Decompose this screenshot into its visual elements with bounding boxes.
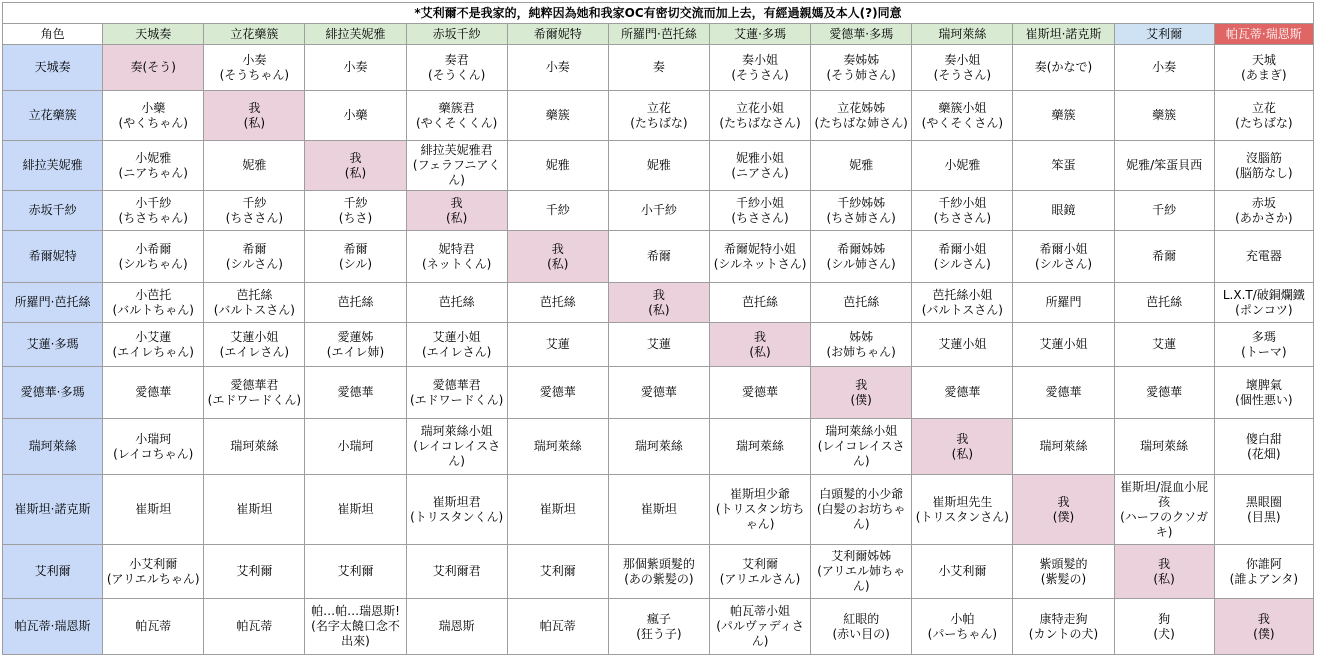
table-cell: 艾蓮 (507, 323, 608, 367)
table-cell: 妮雅 (608, 141, 709, 191)
table-cell: 小奏 (そうちゃん) (204, 45, 305, 91)
table-cell: 我 (私) (305, 141, 406, 191)
table-cell: 小藥 (305, 91, 406, 141)
table-cell: 我 (私) (507, 231, 608, 283)
table-cell: 愛蓮姊 (エイレ姉) (305, 323, 406, 367)
row-header: 所羅門·芭托絲 (3, 283, 103, 323)
table-cell: 芭托絲 (1114, 283, 1214, 323)
table-cell: 我 (私) (1114, 545, 1214, 599)
table-cell: 小千紗 (608, 191, 709, 231)
table-cell: 崔斯坦 (507, 475, 608, 545)
table-cell: 妮雅 (811, 141, 912, 191)
table-cell: 芭托絲小姐 (バルトスさん) (912, 283, 1013, 323)
table-cell: 艾利爾姊姊 (アリエル姉ちゃん) (811, 545, 912, 599)
column-header: 愛德華·多瑪 (811, 24, 912, 45)
table-cell: 小千紗 (ちさちゃん) (103, 191, 204, 231)
table-cell: 我 (私) (608, 283, 709, 323)
table-cell: 我 (僕) (811, 367, 912, 419)
table-cell: 小芭托 (バルトちゃん) (103, 283, 204, 323)
table-cell: 希爾姊姊 (シル姉さん) (811, 231, 912, 283)
table-cell: 芭托絲 (507, 283, 608, 323)
table-cell: 紅眼的 (赤い目の) (811, 599, 912, 655)
table-row (3, 475, 1314, 545)
table-cell: 芭托絲 (709, 283, 810, 323)
table-cell: 我 (僕) (1214, 599, 1313, 655)
table-cell: 天城 (あまぎ) (1214, 45, 1313, 91)
table-cell: 瑞恩斯 (406, 599, 507, 655)
table-row (3, 231, 1314, 283)
table-cell: 瑞珂萊絲 (1013, 419, 1114, 475)
table-row (3, 367, 1314, 419)
column-header: 天城奏 (103, 24, 204, 45)
column-header: 緋拉芙妮雅 (305, 24, 406, 45)
header-row (3, 24, 1314, 45)
table-cell: 白頭髮的小少爺 (白髪のお坊ちゃん) (811, 475, 912, 545)
column-header: 帕瓦蒂·瑞恩斯 (1214, 24, 1313, 45)
table-cell: 奏君 (そうくん) (406, 45, 507, 91)
table-cell: 艾利爾君 (406, 545, 507, 599)
table-cell: 崔斯坦 (608, 475, 709, 545)
column-header: 艾利爾 (1114, 24, 1214, 45)
table-cell: 那個紫頭髮的 (あの紫髪の) (608, 545, 709, 599)
table-cell: 姊姊 (お姉ちゃん) (811, 323, 912, 367)
table-cell: 奏小姐 (そうさん) (709, 45, 810, 91)
table-cell: 立花 (たちばな) (608, 91, 709, 141)
table-cell: 千紗 (507, 191, 608, 231)
table-cell: 艾蓮小姐 (エイレさん) (204, 323, 305, 367)
table-cell: 艾蓮 (608, 323, 709, 367)
table-cell: 瑞珂萊絲 (1114, 419, 1214, 475)
nickname-table (2, 2, 1314, 655)
table-cell: 千紗 (1114, 191, 1214, 231)
table-cell: 瑞珂萊絲 (507, 419, 608, 475)
table-cell: 小艾利爾 (アリエルちゃん) (103, 545, 204, 599)
table-row (3, 45, 1314, 91)
table-cell: 瑞珂萊絲 (204, 419, 305, 475)
row-header: 天城奏 (3, 45, 103, 91)
table-cell: 瑞珂萊絲 (608, 419, 709, 475)
table-cell: 愛德華 (608, 367, 709, 419)
table-cell: 奏(そう) (103, 45, 204, 91)
table-cell: 妮雅/笨蛋貝西 (1114, 141, 1214, 191)
table-cell: 艾蓮小姐 (1013, 323, 1114, 367)
column-header: 赤坂千紗 (406, 24, 507, 45)
table-cell: 藥簇 (1013, 91, 1114, 141)
table-cell: 充電器 (1214, 231, 1313, 283)
table-cell: 芭托絲 (305, 283, 406, 323)
table-cell: 崔斯坦 (103, 475, 204, 545)
table-cell: 小奏 (305, 45, 406, 91)
table-row (3, 545, 1314, 599)
table-cell: 黑眼圈 (目黒) (1214, 475, 1313, 545)
table-cell: 艾蓮小姐 (エイレさん) (406, 323, 507, 367)
table-cell: 你誰阿 (誰よアンタ) (1214, 545, 1313, 599)
table-cell: 帕瓦蒂 (204, 599, 305, 655)
table-cell: 小奏 (507, 45, 608, 91)
table-cell: 帕…帕…瑞恩斯! (名字太饒口念不出來) (305, 599, 406, 655)
table-row (3, 323, 1314, 367)
table-cell: 小妮雅 (ニアちゃん) (103, 141, 204, 191)
table-cell: 我 (私) (406, 191, 507, 231)
table-cell: 奏小姐 (そうさん) (912, 45, 1013, 91)
table-cell: 芭托絲 (406, 283, 507, 323)
title-row (3, 3, 1314, 24)
column-header: 所羅門·芭托絲 (608, 24, 709, 45)
table-row (3, 141, 1314, 191)
table-cell: 奏(かなで) (1013, 45, 1114, 91)
table-cell: 小希爾 (シルちゃん) (103, 231, 204, 283)
table-row (3, 419, 1314, 475)
table-cell: 瑞珂萊絲小姐 (レイコレイスさん) (406, 419, 507, 475)
table-cell: 艾蓮 (1114, 323, 1214, 367)
column-header: 艾蓮·多瑪 (709, 24, 810, 45)
row-header: 瑞珂萊絲 (3, 419, 103, 475)
table-cell: 小藥 (やくちゃん) (103, 91, 204, 141)
table-cell: 傻白甜 (花畑) (1214, 419, 1313, 475)
table-cell: 千紗小姐 (ちささん) (912, 191, 1013, 231)
row-header: 崔斯坦·諾克斯 (3, 475, 103, 545)
table-cell: 愛德華 (1114, 367, 1214, 419)
table-cell: 瑞珂萊絲小姐 (レイコレイスさん) (811, 419, 912, 475)
column-header: 瑞珂萊絲 (912, 24, 1013, 45)
table-cell: 帕瓦蒂小姐 (パルヴァディさん) (709, 599, 810, 655)
table-cell: 千紗 (ちささん) (204, 191, 305, 231)
table-cell: 愛德華 (709, 367, 810, 419)
table-cell: L.X.T/破銅爛鐵 (ポンコツ) (1214, 283, 1313, 323)
table-cell: 康特走狗 (カントの犬) (1013, 599, 1114, 655)
table-cell: 妮雅小姐 (ニアさん) (709, 141, 810, 191)
table-cell: 崔斯坦 (204, 475, 305, 545)
table-cell: 奏姊姊 (そう姉さん) (811, 45, 912, 91)
table-row (3, 191, 1314, 231)
table-cell: 崔斯坦少爺 (トリスタン坊ちゃん) (709, 475, 810, 545)
table-cell: 小瑞珂 (レイコちゃん) (103, 419, 204, 475)
table-cell: 藥簇 (1114, 91, 1214, 141)
table-cell: 帕瓦蒂 (507, 599, 608, 655)
table-cell: 希爾 (1114, 231, 1214, 283)
row-header: 帕瓦蒂·瑞恩斯 (3, 599, 103, 655)
table-cell: 小帕 (パーちゃん) (912, 599, 1013, 655)
table-cell: 我 (私) (912, 419, 1013, 475)
table-title: *艾利爾不是我家的，純粹因為她和我家OC有密切交流而加上去，有經過親媽及本人(?)同意 (3, 3, 1314, 24)
table-body (3, 3, 1314, 655)
table-cell: 千紗 (ちさ) (305, 191, 406, 231)
table-cell: 小艾蓮 (エイレちゃん) (103, 323, 204, 367)
table-cell: 希爾 (シル) (305, 231, 406, 283)
table-cell: 笨蛋 (1013, 141, 1114, 191)
table-cell: 緋拉芙妮雅君 (フェラフニアくん) (406, 141, 507, 191)
table-cell: 芭托絲 (811, 283, 912, 323)
table-row (3, 91, 1314, 141)
table-cell: 藥簇小姐 (やくそくさん) (912, 91, 1013, 141)
table-cell: 愛德華君 (エドワードくん) (204, 367, 305, 419)
table-cell: 崔斯坦君 (トリスタンくん) (406, 475, 507, 545)
row-header: 立花藥簇 (3, 91, 103, 141)
table-cell: 立花小姐 (たちばなさん) (709, 91, 810, 141)
table-cell: 我 (私) (709, 323, 810, 367)
table-cell: 奏 (608, 45, 709, 91)
table-cell: 愛德華 (507, 367, 608, 419)
table-cell: 立花姊姊 (たちばな姉さん) (811, 91, 912, 141)
table-cell: 艾利爾 (305, 545, 406, 599)
table-cell: 所羅門 (1013, 283, 1114, 323)
table-cell: 我 (僕) (1013, 475, 1114, 545)
table-cell: 愛德華君 (エドワードくん) (406, 367, 507, 419)
table-cell: 紫頭髮的 (紫髪の) (1013, 545, 1114, 599)
table-cell: 愛德華 (103, 367, 204, 419)
table-cell: 立花 (たちばな) (1214, 91, 1313, 141)
table-cell: 千紗姊姊 (ちさ姉さん) (811, 191, 912, 231)
table-row (3, 283, 1314, 323)
table-cell: 妮雅 (507, 141, 608, 191)
table-cell: 妮雅 (204, 141, 305, 191)
table-cell: 小奏 (1114, 45, 1214, 91)
row-header: 艾利爾 (3, 545, 103, 599)
table-cell: 希爾小姐 (シルさん) (1013, 231, 1114, 283)
table-cell: 小妮雅 (912, 141, 1013, 191)
table-cell: 帕瓦蒂 (103, 599, 204, 655)
row-header: 愛德華·多瑪 (3, 367, 103, 419)
table-cell: 希爾 (608, 231, 709, 283)
table-cell: 千紗小姐 (ちささん) (709, 191, 810, 231)
table-cell: 赤坂 (あかさか) (1214, 191, 1313, 231)
table-cell: 瘋子 (狂う子) (608, 599, 709, 655)
table-cell: 眼鏡 (1013, 191, 1114, 231)
table-cell: 崔斯坦 (305, 475, 406, 545)
table-cell: 艾利爾 (アリエルさん) (709, 545, 810, 599)
row-header: 艾蓮·多瑪 (3, 323, 103, 367)
table-cell: 沒腦筋 (脳筋なし) (1214, 141, 1313, 191)
table-cell: 希爾 (シルさん) (204, 231, 305, 283)
table-cell: 崔斯坦先生 (トリスタンさん) (912, 475, 1013, 545)
table-row (3, 599, 1314, 655)
column-header: 立花藥簇 (204, 24, 305, 45)
table-cell: 艾利爾 (204, 545, 305, 599)
row-header: 赤坂千紗 (3, 191, 103, 231)
table-cell: 愛德華 (1013, 367, 1114, 419)
table-cell: 希爾小姐 (シルさん) (912, 231, 1013, 283)
table-cell: 藥簇 (507, 91, 608, 141)
table-cell: 多瑪 (トーマ) (1214, 323, 1313, 367)
table-cell: 瑞珂萊絲 (709, 419, 810, 475)
table-cell: 希爾妮特小姐 (シルネットさん) (709, 231, 810, 283)
table-cell: 崔斯坦/混血小屁孩 (ハーフのクソガキ) (1114, 475, 1214, 545)
corner-header: 角色 (3, 24, 103, 45)
table-cell: 芭托絲 (バルトスさん) (204, 283, 305, 323)
table-cell: 艾蓮小姐 (912, 323, 1013, 367)
table-cell: 狗 (犬) (1114, 599, 1214, 655)
row-header: 希爾妮特 (3, 231, 103, 283)
table-cell: 愛德華 (912, 367, 1013, 419)
column-header: 崔斯坦·諾克斯 (1013, 24, 1114, 45)
table-cell: 愛德華 (305, 367, 406, 419)
table-cell: 小艾利爾 (912, 545, 1013, 599)
table-cell: 妮特君 (ネットくん) (406, 231, 507, 283)
table-cell: 藥簇君 (やくそくくん) (406, 91, 507, 141)
table-cell: 我 (私) (204, 91, 305, 141)
row-header: 緋拉芙妮雅 (3, 141, 103, 191)
table-cell: 小瑞珂 (305, 419, 406, 475)
table-cell: 艾利爾 (507, 545, 608, 599)
table-cell: 壞脾氣 (個性悪い) (1214, 367, 1313, 419)
column-header: 希爾妮特 (507, 24, 608, 45)
